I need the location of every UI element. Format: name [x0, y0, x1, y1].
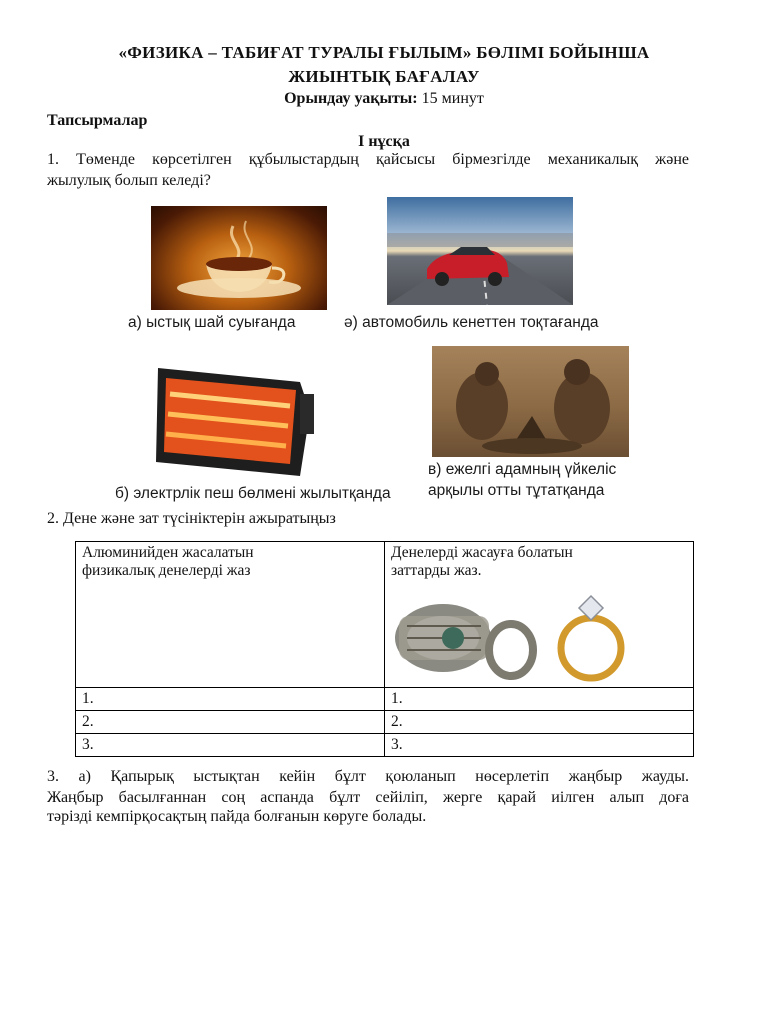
time-value: 15 минут — [421, 90, 484, 107]
q2-row3-col1[interactable]: 3. — [76, 734, 385, 757]
q1-text-line1: 1. Төменде көрсетілген құбылыстардың қайсысы бірмезгілде механикалық және — [47, 151, 689, 168]
q2-text: 2. Дене және зат түсініктерін ажыратыңыз — [47, 510, 336, 527]
document-title-line2: ЖИЫНТЫҚ БАҒАЛАУ — [288, 67, 480, 86]
hot-tea-image — [151, 206, 327, 310]
q3-line3: тәрізді кемпірқосақтың пайда болғанын көруге болады. — [47, 808, 427, 825]
q3-line1: 3. а) Қапырық ыстықтан кейін бұлт қоюланып нөсерлетіп жаңбыр жауды. — [47, 768, 689, 785]
q2-col1-header-line2: физикалық денелерді жаз — [82, 562, 251, 579]
q3-line2: Жаңбыр басылғаннан соң аспанда бұлт сейіліп, жерге қарай иілген алып доға — [47, 789, 689, 806]
q2-row3-col2[interactable]: 3. — [385, 734, 694, 757]
q2-col1-header-line1: Алюминийден жасалатын — [82, 544, 254, 561]
q2-col2-header — [385, 542, 694, 688]
q2-col1-header — [76, 542, 385, 688]
option-ae-caption: ә) автомобиль кенеттен тоқтағанда — [344, 314, 599, 331]
ancient-fire-image — [432, 346, 629, 457]
document-title-line1: «ФИЗИКА – ТАБИҒАТ ТУРАЛЫ ҒЫЛЫМ» БӨЛІМІ БОЙЫНША — [118, 43, 650, 62]
q2-col2-header-line2: заттарды жаз. — [391, 562, 482, 579]
option-b-caption: б) электрлік пеш бөлмені жылытқанда — [115, 485, 391, 502]
q2-table — [75, 541, 694, 757]
q2-row1-col2[interactable]: 1. — [385, 688, 694, 711]
option-a-caption: а) ыстық шай суығанда — [128, 314, 296, 331]
option-v-caption-line2: арқылы отты тұтатқанда — [428, 482, 605, 499]
car-image — [387, 197, 573, 305]
tasks-heading: Тапсырмалар — [47, 112, 148, 129]
jewelry-image — [391, 586, 631, 686]
q2-col2-header-line1: Денелерді жасауға болатын — [391, 544, 573, 561]
q2-row2-col1[interactable]: 2. — [76, 711, 385, 734]
option-v-caption-line1: в) ежелгі адамның үйкеліс — [428, 461, 617, 478]
time-line — [0, 90, 768, 108]
q1-text-line2: жылулық болып келеді? — [47, 172, 211, 189]
electric-heater-image — [150, 364, 318, 478]
variant-label: І нұсқа — [358, 133, 410, 150]
q2-row1-col1[interactable]: 1. — [76, 688, 385, 711]
time-label: Орындау уақыты: — [284, 90, 418, 107]
q2-row2-col2[interactable]: 2. — [385, 711, 694, 734]
